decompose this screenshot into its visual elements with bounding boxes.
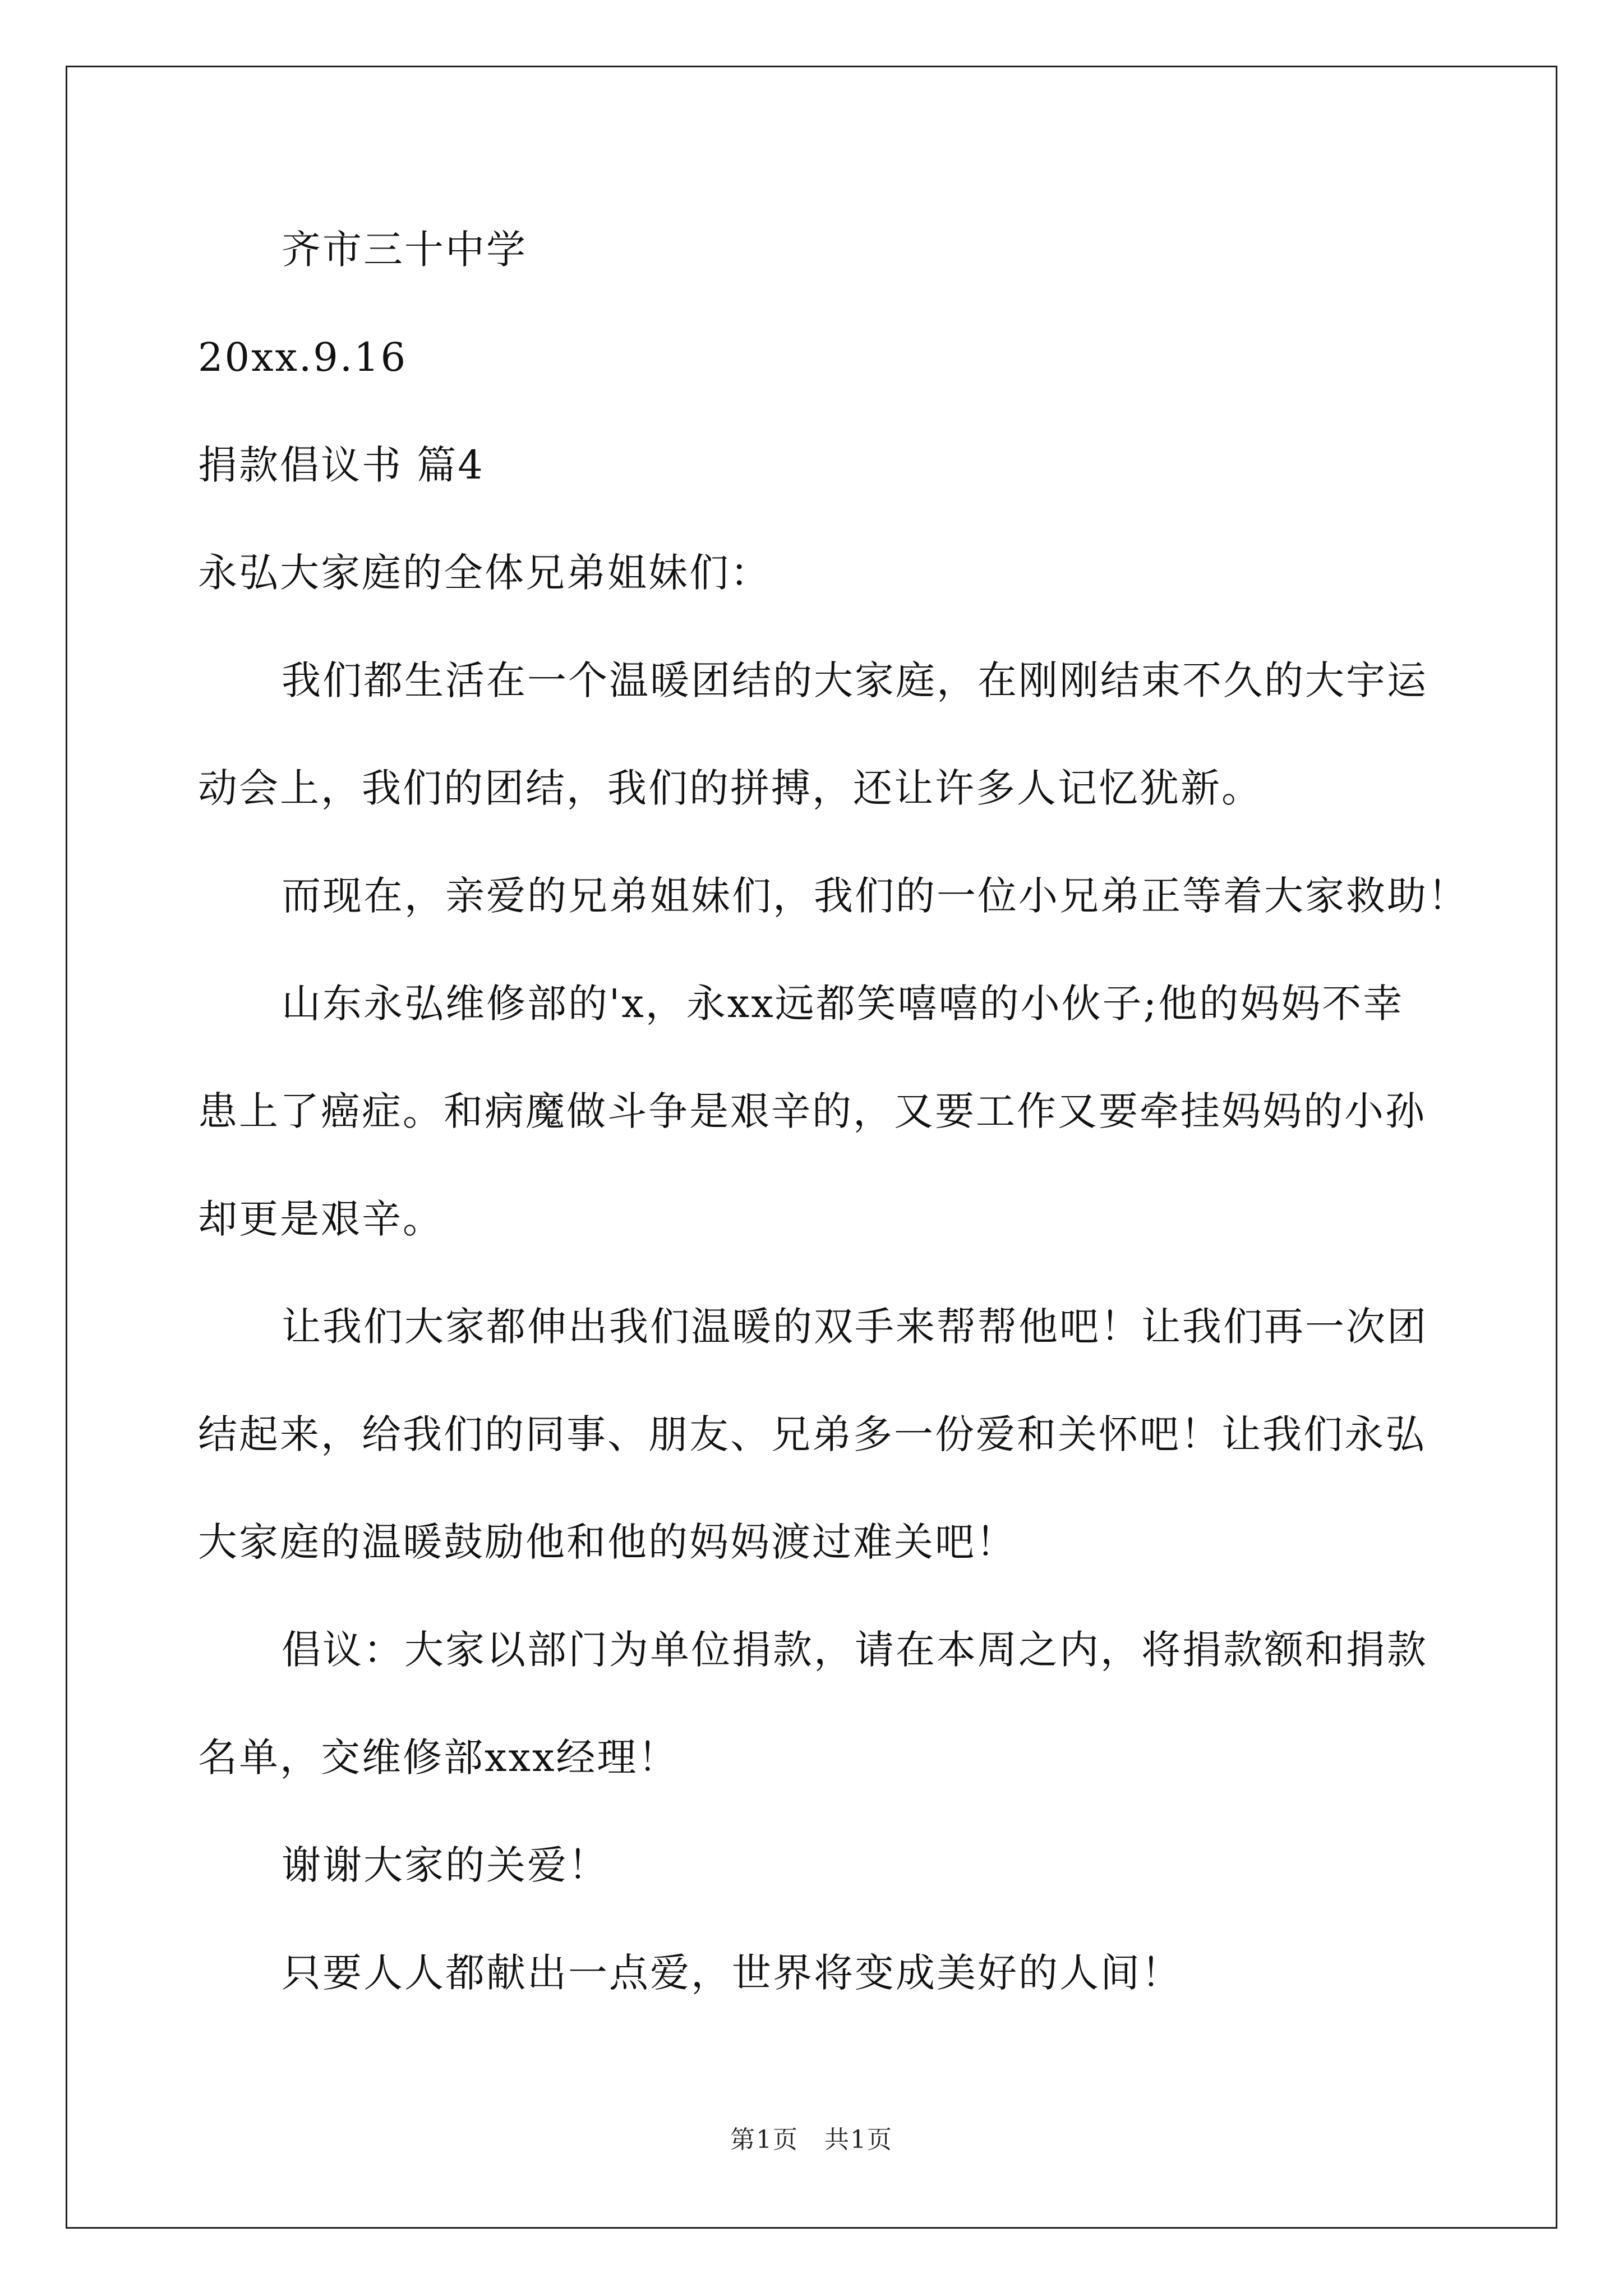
salutation: 永弘大家庭的全体兄弟姐妹们： <box>198 550 771 596</box>
signature-organization: 齐市三十中学 <box>282 227 527 273</box>
paragraph-4-line-1: 让我们大家都伸出我们温暖的双手来帮帮他吧！让我们再一次团 <box>282 1304 1428 1350</box>
page-footer: 第1页 共1页 <box>730 2125 893 2154</box>
paragraph-3-line-2: 患上了癌症。和病魔做斗争是艰辛的，又要工作又要牵挂妈妈的小孙 <box>198 1088 1426 1134</box>
paragraph-6-line-1: 谢谢大家的关爱！ <box>282 1842 609 1888</box>
paragraph-4-line-2: 结起来，给我们的同事、朋友、兄弟多一份爱和关怀吧！让我们永弘 <box>198 1411 1426 1457</box>
section-heading: 捐款倡议书 篇4 <box>198 442 485 488</box>
paragraph-3-line-3: 却更是艰辛。 <box>198 1196 444 1242</box>
paragraph-3-line-1: 山东永弘维修部的'x，永xx远都笑嘻嘻的小伙子;他的妈妈不幸 <box>282 981 1404 1027</box>
paragraph-2-line-1: 而现在，亲爱的兄弟姐妹们，我们的一位小兄弟正等着大家救助！ <box>282 873 1469 919</box>
paragraph-4-line-3: 大家庭的温暖鼓励他和他的妈妈渡过难关吧！ <box>198 1519 1017 1565</box>
paragraph-1-line-1: 我们都生活在一个温暖团结的大家庭，在刚刚结束不久的大宇运 <box>282 657 1428 703</box>
paragraph-1-line-2: 动会上，我们的团结，我们的拼搏，还让许多人记忆犹新。 <box>198 765 1262 811</box>
paragraph-5-line-1: 倡议：大家以部门为单位捐款，请在本周之内，将捐款额和捐款 <box>282 1627 1428 1673</box>
paragraph-7-line-1: 只要人人都献出一点爱，世界将变成美好的人间！ <box>282 1950 1182 1996</box>
signature-date: 20xx.9.16 <box>198 334 408 380</box>
paragraph-5-line-2: 名单，交维修部xxx经理！ <box>198 1734 679 1780</box>
page-border <box>66 66 1557 2229</box>
